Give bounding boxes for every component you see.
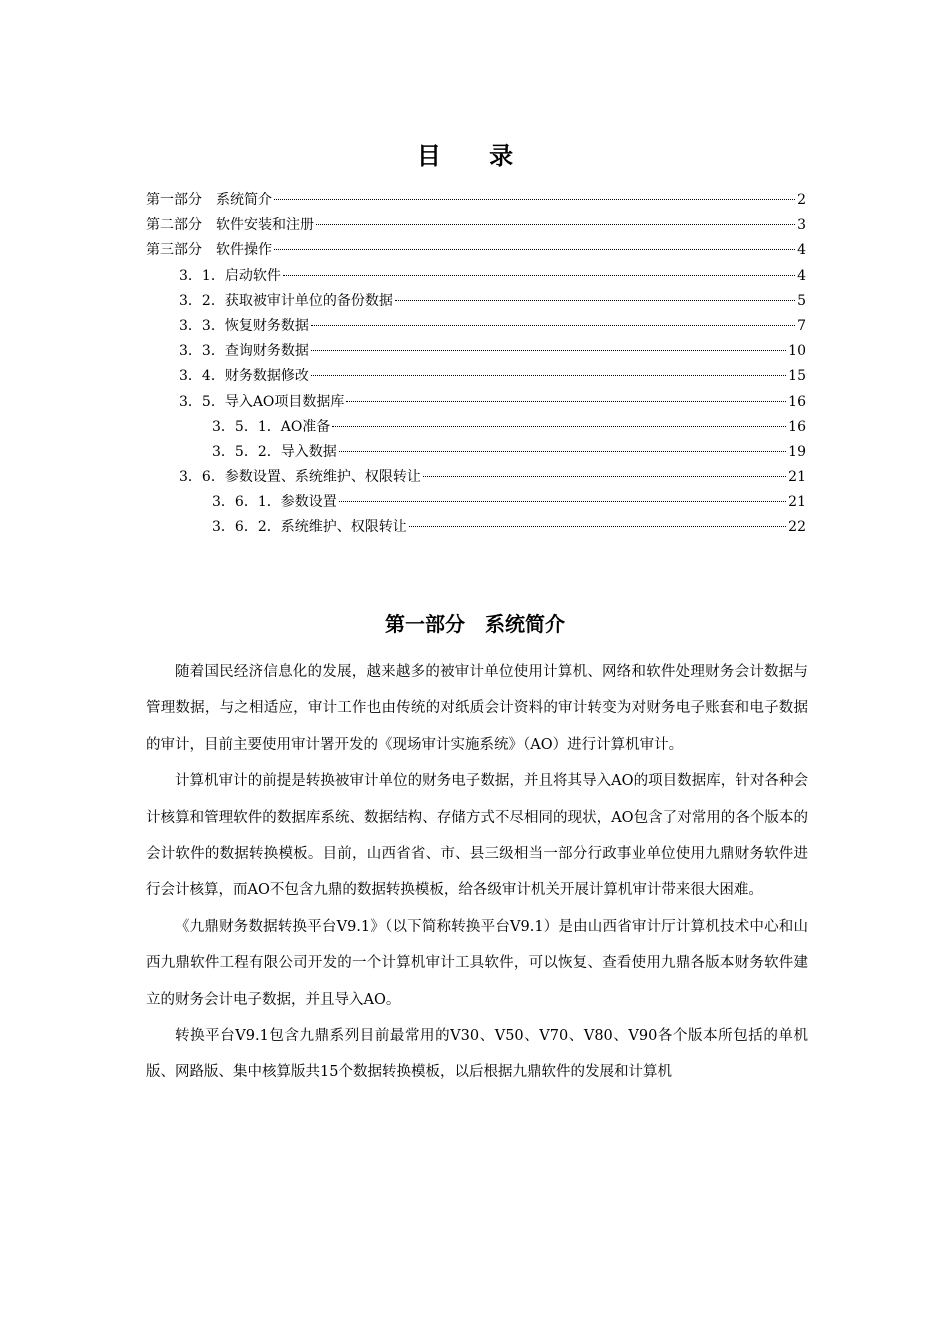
toc-page-number: 21 xyxy=(788,494,806,511)
toc-page-number: 5 xyxy=(797,292,806,309)
toc-page-number: 2 xyxy=(797,192,806,208)
toc-leader-dots xyxy=(395,300,795,301)
toc-entry-text: 3．6．参数设置、系统维护、权限转让 xyxy=(179,469,421,486)
toc-page-number: 21 xyxy=(788,469,806,486)
toc-entry[interactable] xyxy=(146,490,806,515)
toc-entry[interactable] xyxy=(146,264,806,289)
toc-entry[interactable] xyxy=(146,515,806,540)
toc-leader-dots xyxy=(311,325,795,326)
toc-page-number: 7 xyxy=(797,317,806,334)
section-title: 第一部分 系统简介 xyxy=(385,612,565,636)
toc-leader-dots xyxy=(339,451,786,452)
toc-entry-text: 3．5．2．导入数据 xyxy=(212,443,337,460)
table-of-contents xyxy=(146,188,806,541)
toc-entry-text: 3．1．启动软件 xyxy=(179,267,281,284)
paragraph: 转换平台V9.1包含九鼎系列目前最常用的V30、V50、V70、V80、V90各个版本所包括的单机版、网路版、集中核算版共15个数据转换模板，以后根据九鼎软件的发展和计算机 xyxy=(146,1028,808,1081)
toc-entry[interactable] xyxy=(146,289,806,314)
paragraph: 《九鼎财务数据转换平台V9.1》（以下简称转换平台V9.1）是由山西省审计厅计算机技术中心和山西九鼎软件工程有限公司开发的一个计算机审计工具软件，可以恢复、查看使用九鼎各版本财务软件建立的财务会计电子数据，并且导入AO。 xyxy=(146,918,808,1008)
toc-entry-text: 3．5．1．AO准备 xyxy=(212,418,331,435)
toc-entry[interactable] xyxy=(146,364,806,389)
toc-leader-dots xyxy=(311,350,786,351)
toc-page-number: 15 xyxy=(788,368,806,385)
toc-entry[interactable] xyxy=(146,188,806,213)
toc-entry[interactable] xyxy=(146,465,806,490)
toc-entry-text: 3．6．2．系统维护、权限转让 xyxy=(212,519,407,536)
toc-entry-text: 3．6．1．参数设置 xyxy=(212,494,337,511)
toc-entry[interactable] xyxy=(146,314,806,339)
toc-leader-dots xyxy=(423,476,786,477)
toc-entry-text: 第一部分 系统简介 xyxy=(146,192,272,208)
toc-leader-dots xyxy=(274,249,795,250)
toc-leader-dots xyxy=(339,501,786,502)
toc-entry[interactable] xyxy=(146,415,806,440)
section-body xyxy=(146,654,808,1091)
toc-page-number: 16 xyxy=(788,393,806,410)
toc-leader-dots xyxy=(283,275,795,276)
toc-leader-dots xyxy=(311,375,786,376)
toc-page-number: 22 xyxy=(788,519,806,536)
toc-entry-text: 3．4．财务数据修改 xyxy=(179,368,309,385)
toc-page-number: 4 xyxy=(797,267,806,284)
toc-entry-text: 3．2．获取被审计单位的备份数据 xyxy=(179,292,393,309)
toc-page-number: 10 xyxy=(788,343,806,360)
toc-page-number: 19 xyxy=(788,443,806,460)
toc-leader-dots xyxy=(274,199,795,200)
toc-page-number: 16 xyxy=(788,418,806,435)
toc-page-number: 3 xyxy=(797,217,806,234)
toc-entry-text: 3．3．查询财务数据 xyxy=(179,343,309,360)
toc-title: 目 录 xyxy=(416,141,534,170)
toc-leader-dots xyxy=(409,526,786,527)
toc-entry[interactable] xyxy=(146,238,806,263)
paragraph: 计算机审计的前提是转换被审计单位的财务电子数据，并且将其导入AO的项目数据库，针对各种会计核算和管理软件的数据库系统、数据结构、存储方式不尽相同的现状，AO包含了对常用的各个版本的会计软件的数据转换模板。目前，山西省省、市、县三级相当一部分行政事业单位使用九鼎财务软件进行会计核算，而AO不包含九鼎的数据转换模板，给各级审计机关开展计算机审计带来很大困难。 xyxy=(146,773,808,899)
toc-entry[interactable] xyxy=(146,390,806,415)
toc-leader-dots xyxy=(346,401,786,402)
toc-leader-dots xyxy=(316,224,795,225)
paragraph: 随着国民经济信息化的发展，越来越多的被审计单位使用计算机、网络和软件处理财务会计数据与管理数据，与之相适应，审计工作也由传统的对纸质会计资料的审计转变为对财务电子账套和电子数据的审计，目前主要使用审计署开发的《现场审计实施系统》（AO）进行计算机审计。 xyxy=(146,664,808,753)
toc-entry-text: 第二部分 软件安装和注册 xyxy=(146,217,314,234)
toc-entry-text: 3．5．导入AO项目数据库 xyxy=(179,393,345,410)
toc-entry[interactable] xyxy=(146,440,806,465)
toc-entry-text: 第三部分 软件操作 xyxy=(146,242,272,259)
toc-entry[interactable] xyxy=(146,213,806,238)
toc-page-number: 4 xyxy=(797,242,806,259)
toc-entry-text: 3．3．恢复财务数据 xyxy=(179,317,309,334)
toc-leader-dots xyxy=(332,426,786,427)
toc-entry[interactable] xyxy=(146,339,806,364)
